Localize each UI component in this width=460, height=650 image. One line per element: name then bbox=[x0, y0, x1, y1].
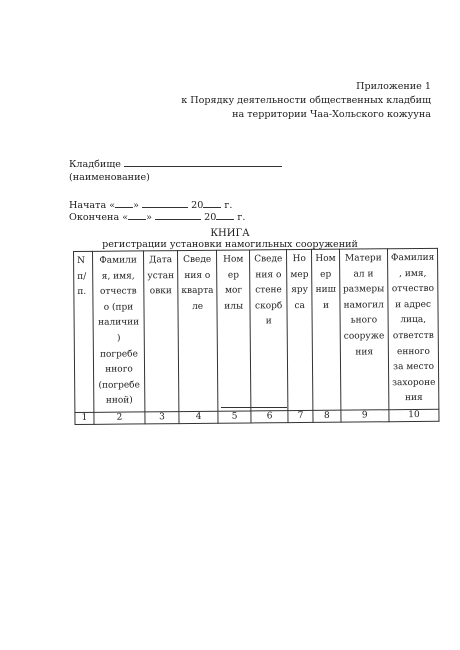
cemetery-blank[interactable] bbox=[124, 157, 282, 167]
table-header-row bbox=[74, 248, 440, 412]
start-year-blank[interactable] bbox=[203, 198, 221, 208]
appendix-line-3: на территории Чаа-Хольского кожууна bbox=[232, 109, 431, 120]
start-quote-close: » bbox=[133, 200, 139, 211]
start-year-prefix: 20 bbox=[191, 200, 204, 211]
column-number-4: 4 bbox=[179, 411, 218, 423]
column-number-9: 9 bbox=[341, 410, 389, 422]
column-number-8: 8 bbox=[313, 410, 340, 422]
bottom-divider bbox=[221, 407, 287, 408]
cemetery-label: Кладбище bbox=[69, 159, 121, 170]
header-cell-wall-info: Сведе ния о стене скорб и bbox=[250, 250, 288, 411]
appendix-header bbox=[181, 80, 431, 122]
end-quote-close: » bbox=[146, 212, 152, 223]
end-day-blank[interactable] bbox=[128, 210, 146, 220]
appendix-line-2: к Порядку деятельности общественных кладбищ bbox=[181, 95, 431, 106]
end-date-field bbox=[69, 210, 245, 225]
start-month-blank[interactable] bbox=[142, 198, 188, 208]
start-day-blank[interactable] bbox=[115, 198, 133, 208]
table-number-row bbox=[75, 409, 439, 424]
header-cell-monument-material: Матери ал и размеры намогил ьного сооруже ния bbox=[339, 249, 389, 410]
registration-table bbox=[73, 248, 440, 425]
column-number-7: 7 bbox=[288, 410, 313, 422]
header-cell-install-date: Дата устан овки bbox=[144, 251, 179, 412]
column-number-5: 5 bbox=[218, 411, 251, 423]
end-date-label: Окончена « bbox=[69, 212, 129, 223]
end-year-blank[interactable] bbox=[216, 210, 234, 220]
cemetery-field bbox=[69, 157, 282, 172]
appendix-line-1: Приложение 1 bbox=[356, 81, 431, 92]
column-number-1: 1 bbox=[75, 412, 94, 424]
header-cell-deceased-name: Фамили я, имя, отчеств о (при наличии ) погребе нного (погребе нной) bbox=[93, 251, 145, 412]
end-year-prefix: 20 bbox=[204, 212, 217, 223]
header-cell-niche-number: Ном ер ниш и bbox=[312, 249, 341, 410]
column-number-2: 2 bbox=[94, 412, 145, 424]
column-number-3: 3 bbox=[145, 412, 179, 424]
cemetery-caption: (наименование) bbox=[69, 172, 150, 183]
column-number-10: 10 bbox=[389, 409, 439, 421]
header-cell-tier-number: Но мер яру са bbox=[287, 249, 313, 410]
start-year-suffix: г. bbox=[221, 200, 233, 211]
book-title: КНИГА bbox=[210, 228, 250, 239]
header-cell-quarter-info: Сведе ния о кварта ле bbox=[178, 250, 219, 411]
start-date-label: Начата « bbox=[69, 200, 116, 211]
book-subtitle: регистрации установки намогильных сооружений bbox=[102, 239, 358, 250]
end-year-suffix: г. bbox=[234, 212, 246, 223]
column-number-6: 6 bbox=[251, 411, 288, 423]
header-cell-responsible-person: Фамилия , имя, отчество и адрес лица, ответств енного за место захороне ния bbox=[387, 248, 439, 409]
header-cell-number: N п/ п. bbox=[74, 251, 94, 412]
header-cell-grave-number: Ном ер мог илы bbox=[217, 250, 251, 411]
end-month-blank[interactable] bbox=[155, 210, 201, 220]
